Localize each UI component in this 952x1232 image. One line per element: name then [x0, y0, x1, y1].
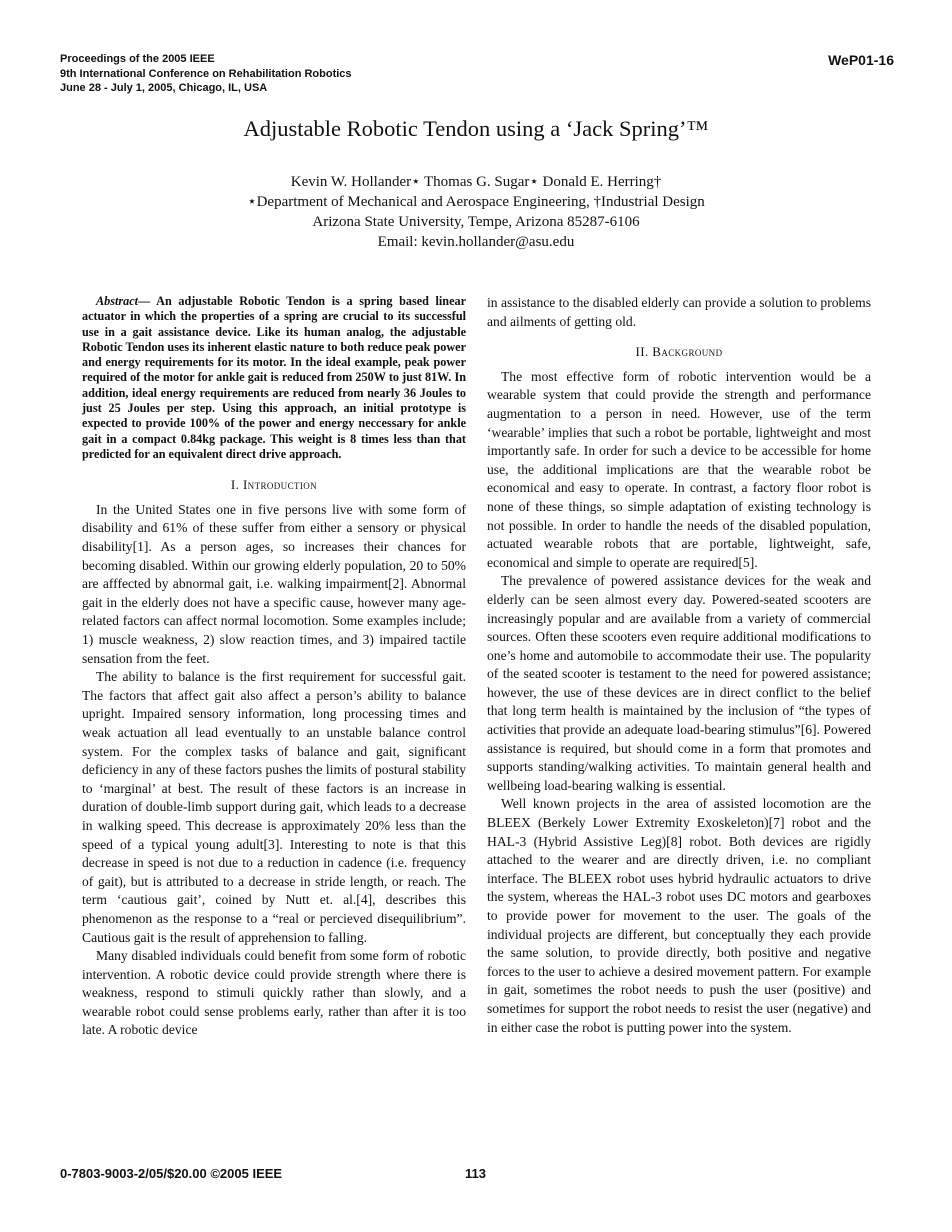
paragraph: The most effective form of robotic intervention would be a wearable system that could provide the strength and performance augmentation to a person in need. However, use of the term ‘wearable’ implies that such a robot be portable, lightweight and most importantly safe. In order for such a device to be accessible for home use, the additional implications are that the wearable robot be economical and easy to operate. In contrast, a factory floor robot is none of these things, so simple adaptation of existing technology is not possible. In order to handle the needs of the disabled population, actuated wearable robots that are portable, lightweight, safe, economical and simple to operate are required[5]. [487, 368, 871, 570]
abstract [82, 294, 466, 462]
author-names: Kevin W. Hollander⋆ Thomas G. Sugar⋆ Donald E. Herring† [290, 174, 662, 190]
footer-copyright: 0-7803-9003-2/05/$20.00 ©2005 IEEE [60, 1166, 283, 1181]
paragraph: In the United States one in five persons live with some form of disability and 61% of these suffer from either a sensory or physical disability[1]. As a person ages, so increases their chances for becoming disabled. Within our growing elderly population, 20 to 50% are afffected by abnormal gait, i.e. walking impairment[2]. Abnormal gait in the elderly does not have a specific cause, however many age-related factors can affect normal locomotion. Some examples include; 1) muscle weakness, 2) slow reaction times, and 3) impaired tactile sensation from the feet. [82, 501, 466, 666]
abstract-lead: Abstract— [96, 294, 151, 308]
conference-line: June 28 - July 1, 2005, Chicago, IL, USA [60, 82, 268, 94]
author-university: Arizona State University, Tempe, Arizona 85287-6106 [312, 214, 640, 230]
conference-line: 9th International Conference on Rehabilitation Robotics [60, 67, 352, 80]
paragraph: The ability to balance is the first requirement for successful gait. The factors that affect gait also affect a person’s ability to balance upright. Impaired sensory information, long processing times and weak actuation all lead eventually to an unstable balance control system. For the complex tasks of balance and gait, significant deficiency in any of these factors pushes the limits of postural stability to ‘marginal’ at best. The result of these factors is an increase in duration of double-limb support during gait, which leads to a decrease in walking speed. This decrease is approximately 20% less than the speed of a typical young adult[3]. Interesting to note is that this decrease in speed is not due to a reduction in cadence (i.e. frequency of gait), but is attributed to a decrease in stride length, or reach. The term ‘cautious gait’, coined by Nutt et. al.[4], describes this phenomenon as the response to a “real or percieved disequilibrium”. Cautious gait is the result of apprehension to falling. [82, 669, 466, 945]
paragraph: The prevalence of powered assistance devices for the weak and elderly can be seen almost every day. Powered-seated scooters are increasingly popular and are available from a variety of commercial sources. Often these scooters even require additional modifications to one’s home and automobile to accommodate their use. The popularity of the seated scooter is testament to the need for powered assistance; however, the use of these devices are in direct conflict to the belief that long term health is maintained by the inclusion of “the types of activities that provide an adequate load-bearing stimulus”[6]. Powered assistance is required, but should come in a form that promotes and supports standing/walking activities. To maintain general health and wellbeing load-bearing walking is essential. [487, 573, 871, 793]
section-heading-background: II. Background [635, 344, 723, 360]
paragraph-continuation: in assistance to the disabled elderly can provide a solution to problems and ailments of getting old. [487, 295, 871, 329]
conference-info [60, 52, 352, 96]
paragraph: Well known projects in the area of assisted locomotion are the BLEEX (Berkely Lower Extremity Exoskeleton)[7] robot and the HAL-3 (Hybrid Assistive Leg)[8] robot. Both devices are rigidly attached to the wearer and are directly driven, i.e. no compliant interface. The BLEEX robot uses hybrid hydraulic actuators to drive the system, whereas the HAL-3 robot uses DC motors and gearboxes to provide power for movement to the user. The goals of the individual projects are different, but conceptually they each provide the same solution, to provide directly, both positive and negative forces to the user to achieve a desired movement pattern. For example in gait, sometimes the robot needs to push the user (positive) and sometimes for support the robot needs to resist the user (negative) and in either case the robot is putting power into the system. [487, 796, 871, 1035]
paper-code: WeP01-16 [828, 52, 894, 68]
author-block [0, 172, 952, 252]
paper-title: Adjustable Robotic Tendon using a ‘Jack Spring’™ [243, 116, 709, 141]
author-affiliation: ⋆Department of Mechanical and Aerospace Engineering, †Industrial Design [247, 194, 705, 210]
section-heading-introduction: I. Introduction [230, 477, 318, 493]
author-email: Email: kevin.hollander@asu.edu [377, 234, 575, 250]
paragraph: Many disabled individuals could benefit from some form of robotic intervention. A robotic device could provide strength where there is weakness, respond to stimuli quickly rather than slowly, and a wearable robot could sense problems early, rather than after it is too late. A robotic device [82, 948, 466, 1038]
abstract-text: An adjustable Robotic Tendon is a spring based linear actuator in which the properties of a spring are crucial to its successful use in a gait assistance device. Like its human analog, the adjustable Robotic Tendon uses its inherent elastic nature to both reduce peak power and energy requirements for its motor. In the ideal example, peak power required of the motor for ankle gait is reduced from 250W to just 81W. In addition, ideal energy requirements are reduced from nearly 36 Joules to just 25 Joules per step. Using this approach, an initial prototype is expected to provide 100% of the power and energy neccessary for ankle gait in a compact 0.84kg package. This weight is 8 times less than that predicted for an equivalent direct drive approach. [82, 294, 466, 461]
left-column [82, 294, 466, 1040]
conference-line: Proceedings of the 2005 IEEE [60, 53, 215, 65]
right-column [487, 294, 871, 1037]
page-number: 113 [465, 1166, 486, 1181]
